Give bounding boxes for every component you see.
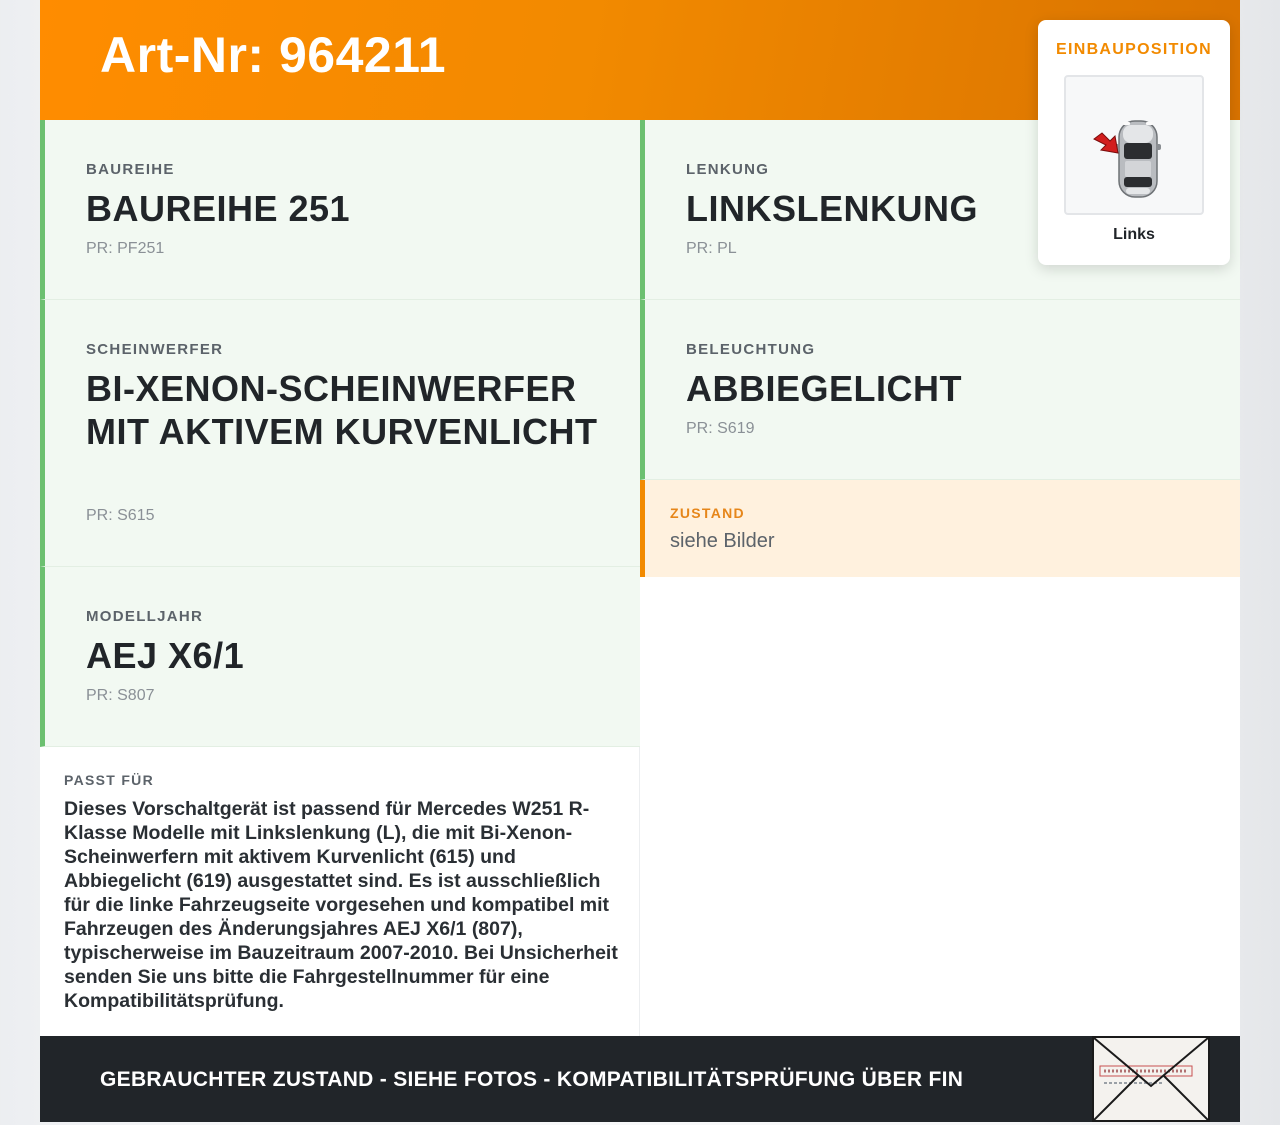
spec-value: AEJ X6/1 [86,635,245,676]
spec-cell-baureihe [40,120,640,300]
spec-pr-code: PR: S615 [86,507,155,524]
einbauposition-image-box [1064,75,1204,215]
passt-fuer-label: PASST FÜR [64,772,154,788]
zustand-cell [640,480,1240,577]
spec-cell-modelljahr [40,567,640,747]
envelope-icon [1092,1036,1210,1122]
spec-pr-code: PR: PF251 [86,240,165,257]
zustand-label: ZUSTAND [670,505,745,521]
spec-label: MODELLJAHR [86,608,204,625]
spec-value: BAUREIHE 251 [86,188,351,229]
passt-fuer-text: Dieses Vorschaltgerät ist passend für Mercedes W251 R-Klasse Modelle mit Linkslenkung (L), die mit Bi-Xenon-Scheinwerfern mit aktivem Kurvenlicht (615) und Abbiegelicht (619) ausgestattet sind. Es ist ausschließlich für die linke Fahrzeugseite vorgesehen und kompatibel mit Fahrzeugen des Änderungsjahres AEJ X6/1 (807), typischerweise im Bauzeitraum 2007-2010. Bei Unsicherheit senden Sie uns bitte die Fahrgestellnummer für eine Kompatibilitätsprüfung. [64,798,618,1012]
footer-bar [40,1036,1240,1122]
einbauposition-title: EINBAUPOSITION [1056,41,1212,58]
article-number-title: Art-Nr: 964211 [100,27,447,83]
spec-value: BI-XENON-SCHEINWERFER MIT AKTIVEM KURVENLICHT [86,368,598,452]
spec-pr-code: PR: S619 [686,420,755,437]
einbauposition-value: Links [1113,226,1155,243]
car-top-view-icon [1066,77,1202,213]
spec-label: BAUREIHE [86,161,175,178]
zustand-value: siehe Bilder [670,530,775,552]
spec-value: LINKSLENKUNG [686,188,978,229]
spec-pr-code: PR: S807 [86,687,155,704]
spec-pr-code: PR: PL [686,240,737,257]
spec-value: ABBIEGELICHT [686,368,962,409]
spec-cell-beleuchtung [640,300,1240,480]
envelope-graphic [1094,1038,1208,1120]
footer-text: GEBRAUCHTER ZUSTAND - SIEHE FOTOS - KOMPATIBILITÄTSPRÜFUNG ÜBER FIN [100,1068,964,1091]
spec-label: SCHEINWERFER [86,341,224,358]
einbauposition-card [1038,20,1230,265]
spec-label: LENKUNG [686,161,770,178]
passt-fuer-section [40,747,640,1036]
spec-cell-scheinwerfer [40,300,640,567]
spec-label: BELEUCHTUNG [686,341,816,358]
